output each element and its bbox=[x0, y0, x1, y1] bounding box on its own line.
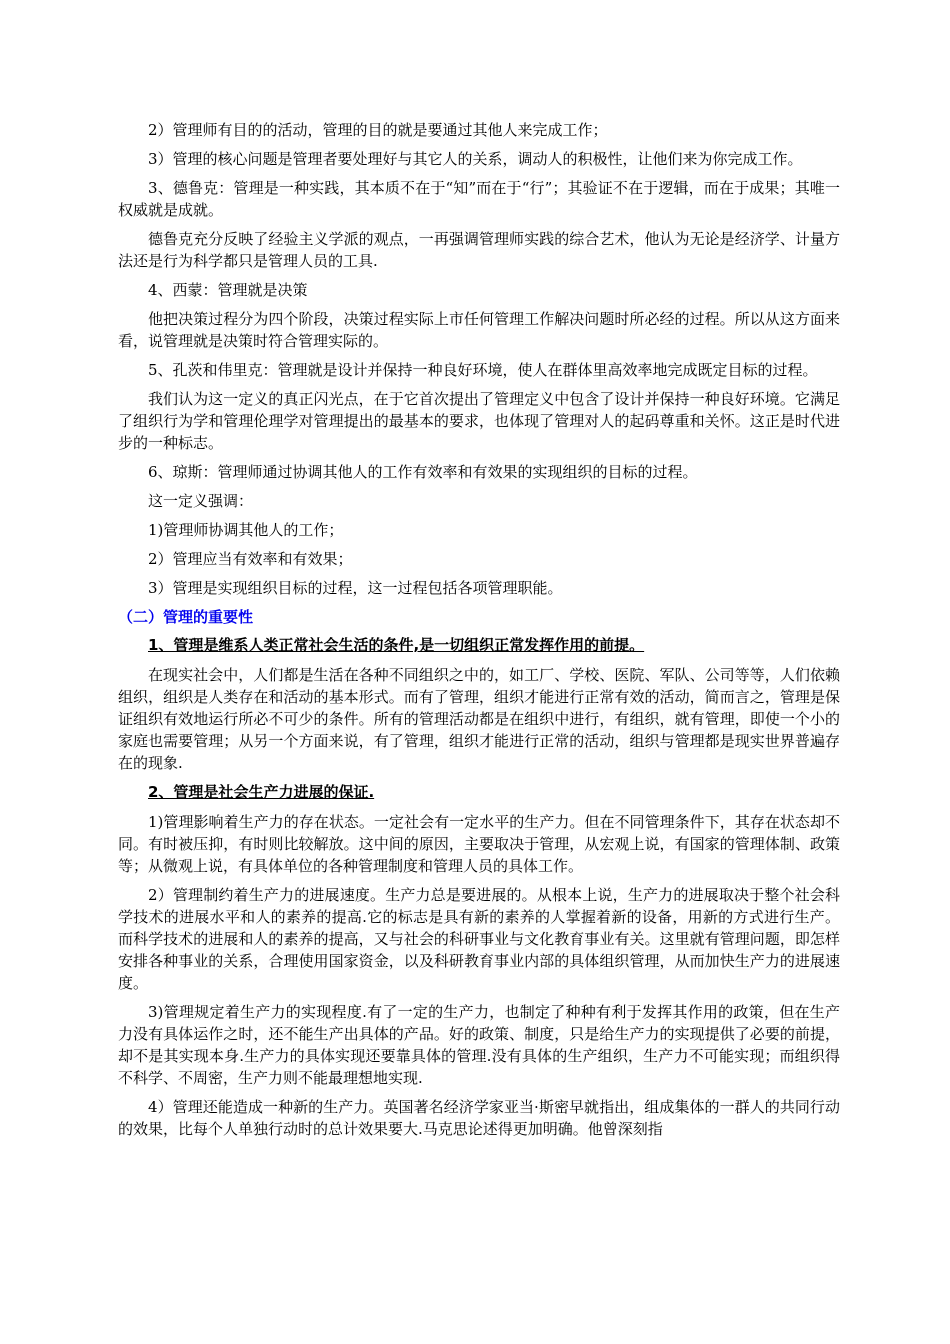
paragraph: 3、德鲁克：管理是一种实践，其本质不在于“知”而在于“行”；其验证不在于逻辑，而在于成果；其唯一权威就是成就。 bbox=[118, 179, 840, 219]
paragraph: 4）管理还能造成一种新的生产力。英国著名经济学家亚当·斯密早就指出，组成集体的一群人的共同行动的效果，比每个人单独行动时的总计效果要大.马克思论述得更加明确。他曾深刻指 bbox=[118, 1098, 840, 1138]
paragraph: 德鲁克充分反映了经验主义学派的观点，一再强调管理师实践的综合艺术，他认为无论是经济学、计量方法还是行为科学都只是管理人员的工具. bbox=[118, 230, 840, 270]
paragraph: 2）管理应当有效率和有效果； bbox=[148, 550, 353, 568]
paragraph: 4、西蒙：管理就是决策 bbox=[148, 281, 308, 299]
paragraph: 3）管理的核心问题是管理者要处理好与其它人的关系，调动人的积极性，让他们来为你完成工作。 bbox=[148, 150, 803, 168]
paragraph: 3）管理是实现组织目标的过程，这一过程包括各项管理职能。 bbox=[148, 579, 563, 597]
paragraph: 5、孔茨和伟里克：管理就是设计并保持一种良好环境，使人在群体里高效率地完成既定目标的过程。 bbox=[148, 361, 818, 379]
paragraph: 1)管理影响着生产力的存在状态。一定社会有一定水平的生产力。但在不同管理条件下，其存在状态却不同。有时被压抑，有时则比较解放。这中间的原因，主要取决于管理，从宏观上说，有国家的管理体制、政策等；从微观上说，有具体单位的各种管理制度和管理人员的具体工作。 bbox=[118, 813, 840, 875]
paragraph: 6、琼斯：管理师通过协调其他人的工作有效率和有效果的实现组织的目标的过程。 bbox=[148, 463, 698, 481]
paragraph: 1)管理师协调其他人的工作； bbox=[148, 521, 344, 539]
section-heading: （二）管理的重要性 bbox=[118, 608, 254, 626]
paragraph: 在现实社会中，人们都是生活在各种不同组织之中的，如工厂、学校、医院、军队、公司等等，人们依赖组织，组织是人类存在和活动的基本形式。而有了管理，组织才能进行正常有效的活动，简而言之，管理是保证组织有效地运行所必不可少的条件。所有的管理活动都是在组织中进行，有组织，就有管理，即使一个小的家庭也需要管理；从另一个方面来说，有了管理，组织才能进行正常的活动，组织与管理都是现实世界普遍存在的现象. bbox=[118, 666, 840, 772]
sub-heading: 2、管理是社会生产力进展的保证. bbox=[148, 783, 375, 801]
sub-heading: 1、管理是维系人类正常社会生活的条件,是一切组织正常发挥作用的前提。 bbox=[148, 636, 645, 654]
paragraph: 我们认为这一定义的真正闪光点，在于它首次提出了管理定义中包含了设计并保持一种良好环境。它满足了组织行为学和管理伦理学对管理提出的最基本的要求，也体现了管理对人的起码尊重和关怀。这正是时代进步的一种标志。 bbox=[118, 390, 840, 452]
paragraph: 这一定义强调： bbox=[148, 492, 254, 510]
paragraph: 他把决策过程分为四个阶段，决策过程实际上市任何管理工作解决问题时所必经的过程。所以从这方面来看，说管理就是决策时符合管理实际的。 bbox=[118, 310, 840, 350]
paragraph: 3)管理规定着生产力的实现程度.有了一定的生产力，也制定了种种有利于发挥其作用的政策，但在生产力没有具体运作之时，还不能生产出具体的产品。好的政策、制度，只是给生产力的实现提供了必要的前提，却不是其实现本身.生产力的具体实现还要靠具体的管理.没有具体的生产组织，生产力不可能实现；而组织得不科学、不周密，生产力则不能最理想地实现. bbox=[118, 1003, 840, 1087]
paragraph: 2）管理师有目的的活动，管理的目的就是要通过其他人来完成工作； bbox=[148, 121, 608, 139]
paragraph: 2）管理制约着生产力的进展速度。生产力总是要进展的。从根本上说，生产力的进展取决于整个社会科学技术的进展水平和人的素养的提高.它的标志是具有新的素养的人掌握着新的设备，用新的方式进行生产。而科学技术的进展和人的素养的提高，又与社会的科研事业与文化教育事业有关。这里就有管理问题，即怎样安排各种事业的关系，合理使用国家资金，以及科研教育事业内部的具体组织管理，从而加快生产力的进展速度。 bbox=[118, 886, 840, 992]
